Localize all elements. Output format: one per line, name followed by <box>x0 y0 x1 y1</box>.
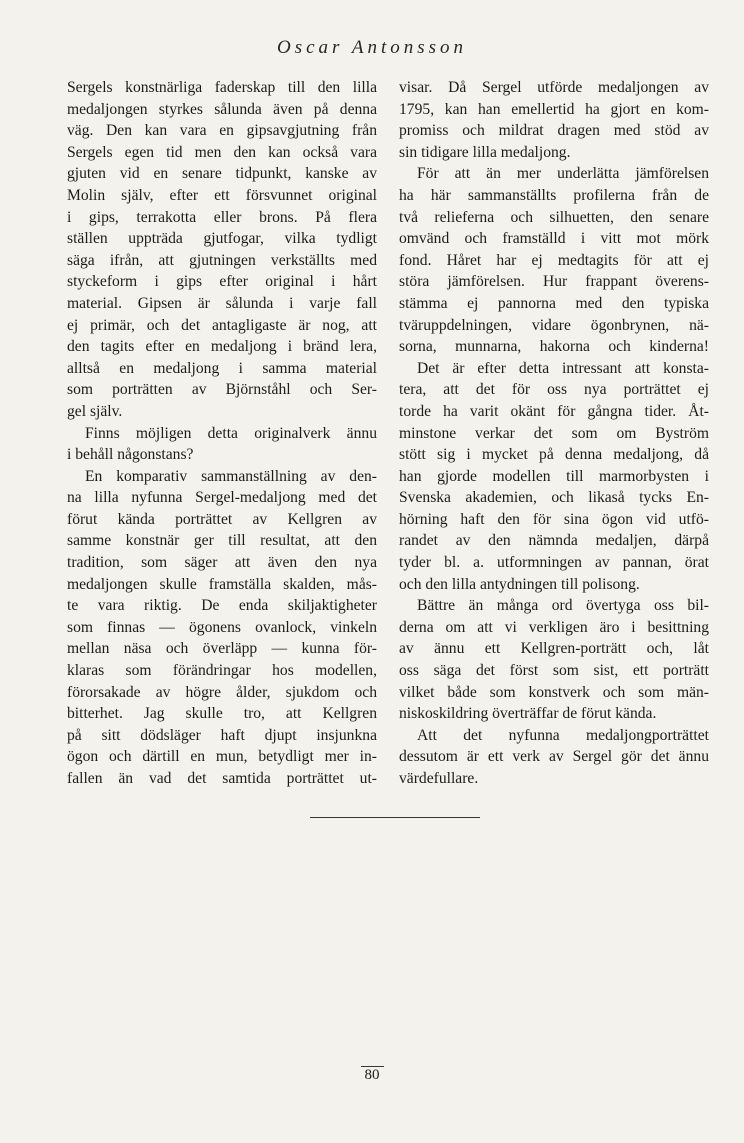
text-line: klaras som förändringar hos modellen, <box>67 662 377 680</box>
running-header: Oscar Antonsson <box>276 37 468 58</box>
text-line: förut kända porträttet av Kellgren av <box>67 510 377 528</box>
text-line: Molin själv, efter ett försvunnet original <box>67 186 377 204</box>
text-line: i gips, terrakotta eller brons. På flera <box>67 208 377 226</box>
text-line: För att än mer underlätta jämförelsen <box>417 165 709 183</box>
text-line: Det är efter detta intressant att konsta- <box>417 359 709 377</box>
text-line: visar. Då Sergel utförde medaljongen av <box>399 79 709 96</box>
text-line: värdefullare. <box>399 770 479 787</box>
text-line: torde ha varit okänt för gångna tider. Åt- <box>399 402 709 420</box>
text-line: fallen än vad det samtida porträttet ut- <box>67 770 377 787</box>
text-line: i behåll någonstans? <box>67 446 194 464</box>
text-line: förorsakade av högre ålder, sjukdom och <box>67 683 377 701</box>
text-line: och den lilla antydningen till polisong. <box>399 575 640 593</box>
text-line: Sergels konstnärliga faderskap till den lilla <box>67 79 377 96</box>
text-line: Sergels egen tid men den kan också vara <box>67 143 377 161</box>
text-line: randet av den nämnda medaljen, därpå <box>399 532 709 550</box>
text-line: promiss och mildrat dragen med stöd av <box>399 122 709 140</box>
text-line: mellan näsa och överläpp — kunna för- <box>67 640 377 658</box>
text-line: dessutom är ett verk av Sergel gör det ännu <box>399 748 709 766</box>
text-line: niskoskildring överträffar de förut kända. <box>399 705 657 723</box>
text-line: som finnas — ögonens ovanlock, vinkeln <box>67 618 377 636</box>
page-footer <box>0 1066 744 1084</box>
text-line: medaljongen styrkes sålunda även på denna <box>67 100 377 118</box>
text-line: Att det nyfunna medaljongporträttet <box>417 726 709 744</box>
text-line: väg. Den kan vara en gipsavgjutning från <box>67 122 377 140</box>
text-line: tväruppdelningen, vidare ögonbrynen, nä- <box>399 316 709 334</box>
text-line: En komparativ sammanställning av den- <box>85 467 377 485</box>
text-line: ögon och därtill en mun, betydligt mer in- <box>67 748 377 766</box>
text-line: minstone verkar det som om Byström <box>399 424 709 442</box>
text-line: på sitt dödsläger haft djupt insjunkna <box>67 726 377 744</box>
text-line: störa jämförelsen. Hur frappant överens- <box>399 273 709 291</box>
text-line: stämma ej pannorna med den typiska <box>399 294 709 312</box>
text-line: gjuten vid en senare tidpunkt, kanske av <box>67 165 377 183</box>
right-text-column <box>399 77 709 790</box>
text-line: hörning haft den för sina ögon vid utfö- <box>399 510 709 528</box>
text-line: 1795, kan han emellertid ha gjort en kom- <box>399 100 709 118</box>
text-line: omvänd och framställd i vitt mot mörk <box>399 230 709 248</box>
text-line: sin tidigare lilla medaljong. <box>399 143 571 161</box>
left-text-column <box>67 77 377 790</box>
text-line: tradition, som säger att även den nya <box>67 554 377 572</box>
text-line: ej primär, och det antagligaste är nog, att <box>67 316 377 334</box>
text-line: fond. Håret har ej medtagits för att ej <box>399 251 709 269</box>
text-line: tyder bl. a. utformningen av pannan, örat <box>399 554 709 572</box>
text-line: material. Gipsen är sålunda i varje fall <box>67 294 377 312</box>
text-line: tera, att det för oss nya porträttet ej <box>399 381 709 399</box>
text-line: två relieferna och silhuetten, den senare <box>399 208 709 226</box>
text-line: gel själv. <box>67 402 123 420</box>
text-line: bitterhet. Jag skulle tro, att Kellgren <box>67 705 377 723</box>
text-line: oss säga det först som sist, ett porträtt <box>399 662 709 680</box>
text-line: säga ifrån, att gjutningen verkställts med <box>67 251 377 269</box>
text-line: vilket både som konstverk och som män- <box>399 683 709 701</box>
text-line: na lilla nyfunna Sergel-medaljong med det <box>67 489 377 507</box>
text-line: alltså en medaljong i samma material <box>67 359 377 377</box>
text-line: Finns möjligen detta originalverk ännu <box>85 424 377 442</box>
text-line: ställen uppträda gjutfogar, vilka tydligt <box>67 230 377 248</box>
text-line: te vara riktig. De enda skiljaktigheter <box>67 597 377 615</box>
text-line: av ännu ett Kellgren-porträtt och, låt <box>399 640 709 658</box>
text-line: styckeform i gips efter original i hårt <box>67 273 377 291</box>
text-line: ha här sammanställts profilerna från de <box>399 186 709 204</box>
text-line: Bättre än många ord övertyga oss bil- <box>417 597 709 615</box>
text-line: Svenska akademien, och likaså tycks En- <box>399 489 709 507</box>
text-line: medaljongen skulle framställa skalden, mås- <box>67 575 377 593</box>
text-line: stött sig i mycket på denna medaljong, då <box>399 446 709 464</box>
text-line: sorna, munnarna, hakorna och kinderna! <box>399 338 709 356</box>
text-line: den tagits efter en medaljong i bränd lera, <box>67 338 377 356</box>
text-line: han gjorde modellen till marmorbysten i <box>399 467 709 485</box>
page-number: 80 <box>361 1066 384 1084</box>
text-line: samme konstnär ger till resultat, att den <box>67 532 377 550</box>
text-line: som porträtten av Björnståhl och Ser- <box>67 381 377 399</box>
section-divider <box>310 817 480 818</box>
text-line: derna om att vi verkligen äro i besittning <box>399 618 709 636</box>
